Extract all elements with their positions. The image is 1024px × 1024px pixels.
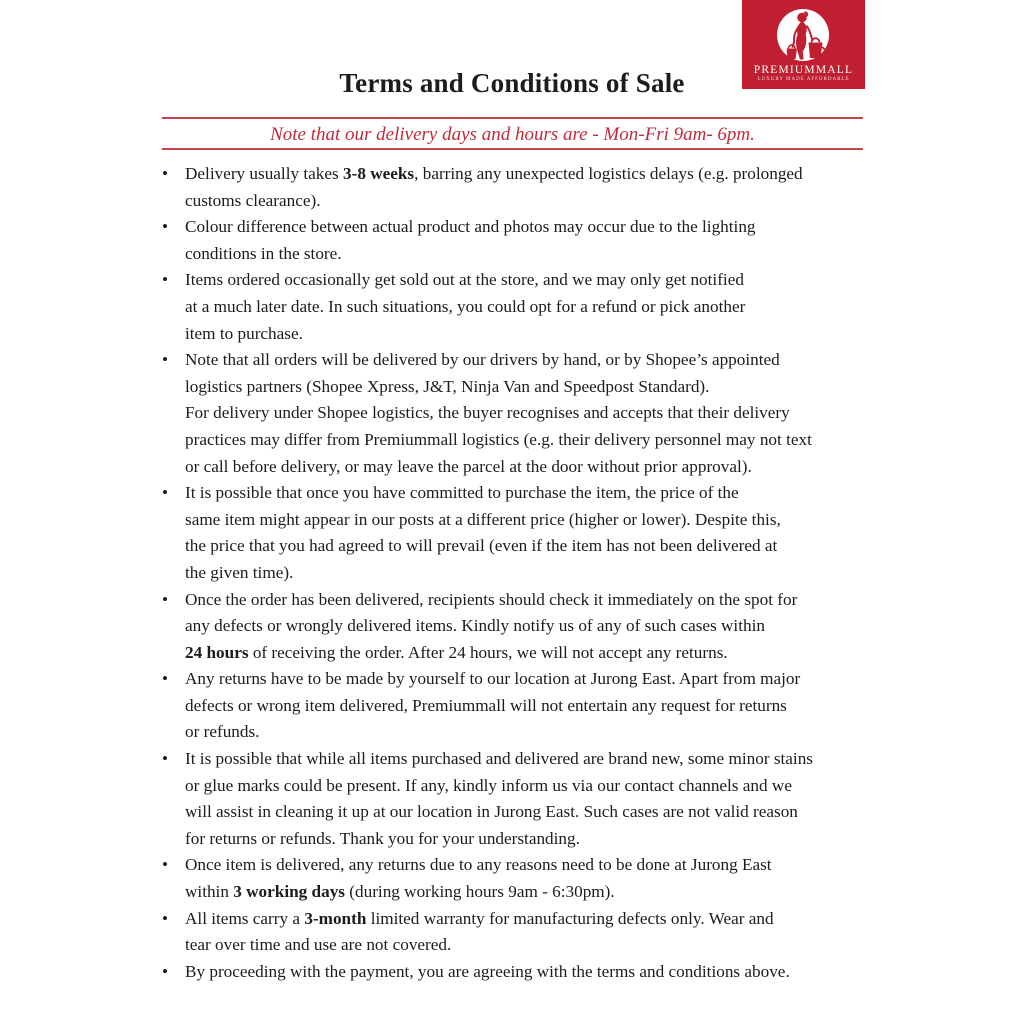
term-item: • Any returns have to be made by yourself to our location at Jurong East. Apart from major defects or wrong item delivered, Premiummall will not entertain any request for returns or refunds. bbox=[160, 666, 960, 746]
woman-shopper-icon bbox=[742, 4, 865, 66]
notice-divider-bottom bbox=[162, 148, 863, 150]
term-item: • Delivery usually takes 3-8 weeks, barring any unexpected logistics delays (e.g. prolonged customs clearance). bbox=[160, 161, 960, 214]
brand-tagline: LUXURY MADE AFFORDABLE bbox=[757, 77, 850, 82]
notice-divider-top bbox=[162, 117, 863, 119]
term-item: • Once the order has been delivered, recipients should check it immediately on the spot for any defects or wrongly delivered items. Kindly notify us of any of such cases within 24 hours of receiving the order. After 24 hours, we will not accept any returns. bbox=[160, 587, 960, 667]
page-title: Terms and Conditions of Sale bbox=[339, 68, 685, 98]
term-item: • Note that all orders will be delivered by our drivers by hand, or by Shopee’s appointed logistics partners (Shopee Xpress, J&T, Ninja Van and Speedpost Standard). For delivery under Shopee logistics, the buyer recognises and accepts that their delivery practices may differ from Premiummall logistics (e.g. their delivery personnel may not text or call before delivery, or may leave the parcel at the door without prior approval). bbox=[160, 347, 960, 480]
term-item: • Colour difference between actual product and photos may occur due to the lighting conditions in the store. bbox=[160, 214, 960, 267]
term-item: • Items ordered occasionally get sold out at the store, and we may only get notified at a much later date. In such situations, you could opt for a refund or pick another item to purchase. bbox=[160, 267, 960, 347]
brand-name: PREMIUMMALL bbox=[753, 64, 854, 76]
term-item: • All items carry a 3-month limited warranty for manufacturing defects only. Wear and tear over time and use are not covered. bbox=[160, 906, 960, 959]
delivery-hours-notice: Note that our delivery days and hours are - Mon-Fri 9am- 6pm. bbox=[270, 124, 755, 145]
term-item: • It is possible that once you have committed to purchase the item, the price of the same item might appear in our posts at a different price (higher or lower). Despite this, the price that you had agreed to will prevail (even if the item has not been delivered at the given time). bbox=[160, 480, 960, 586]
terms-list bbox=[160, 161, 960, 985]
term-item: • Once item is delivered, any returns due to any reasons need to be done at Jurong East within 3 working days (during working hours 9am - 6:30pm). bbox=[160, 852, 960, 905]
term-item: • It is possible that while all items purchased and delivered are brand new, some minor stains or glue marks could be present. If any, kindly inform us via our contact channels and we will assist in cleaning it up at our location in Jurong East. Such cases are not valid reason for returns or refunds. Thank you for your understanding. bbox=[160, 746, 960, 852]
term-item: • By proceeding with the payment, you are agreeing with the terms and conditions above. bbox=[160, 959, 960, 986]
